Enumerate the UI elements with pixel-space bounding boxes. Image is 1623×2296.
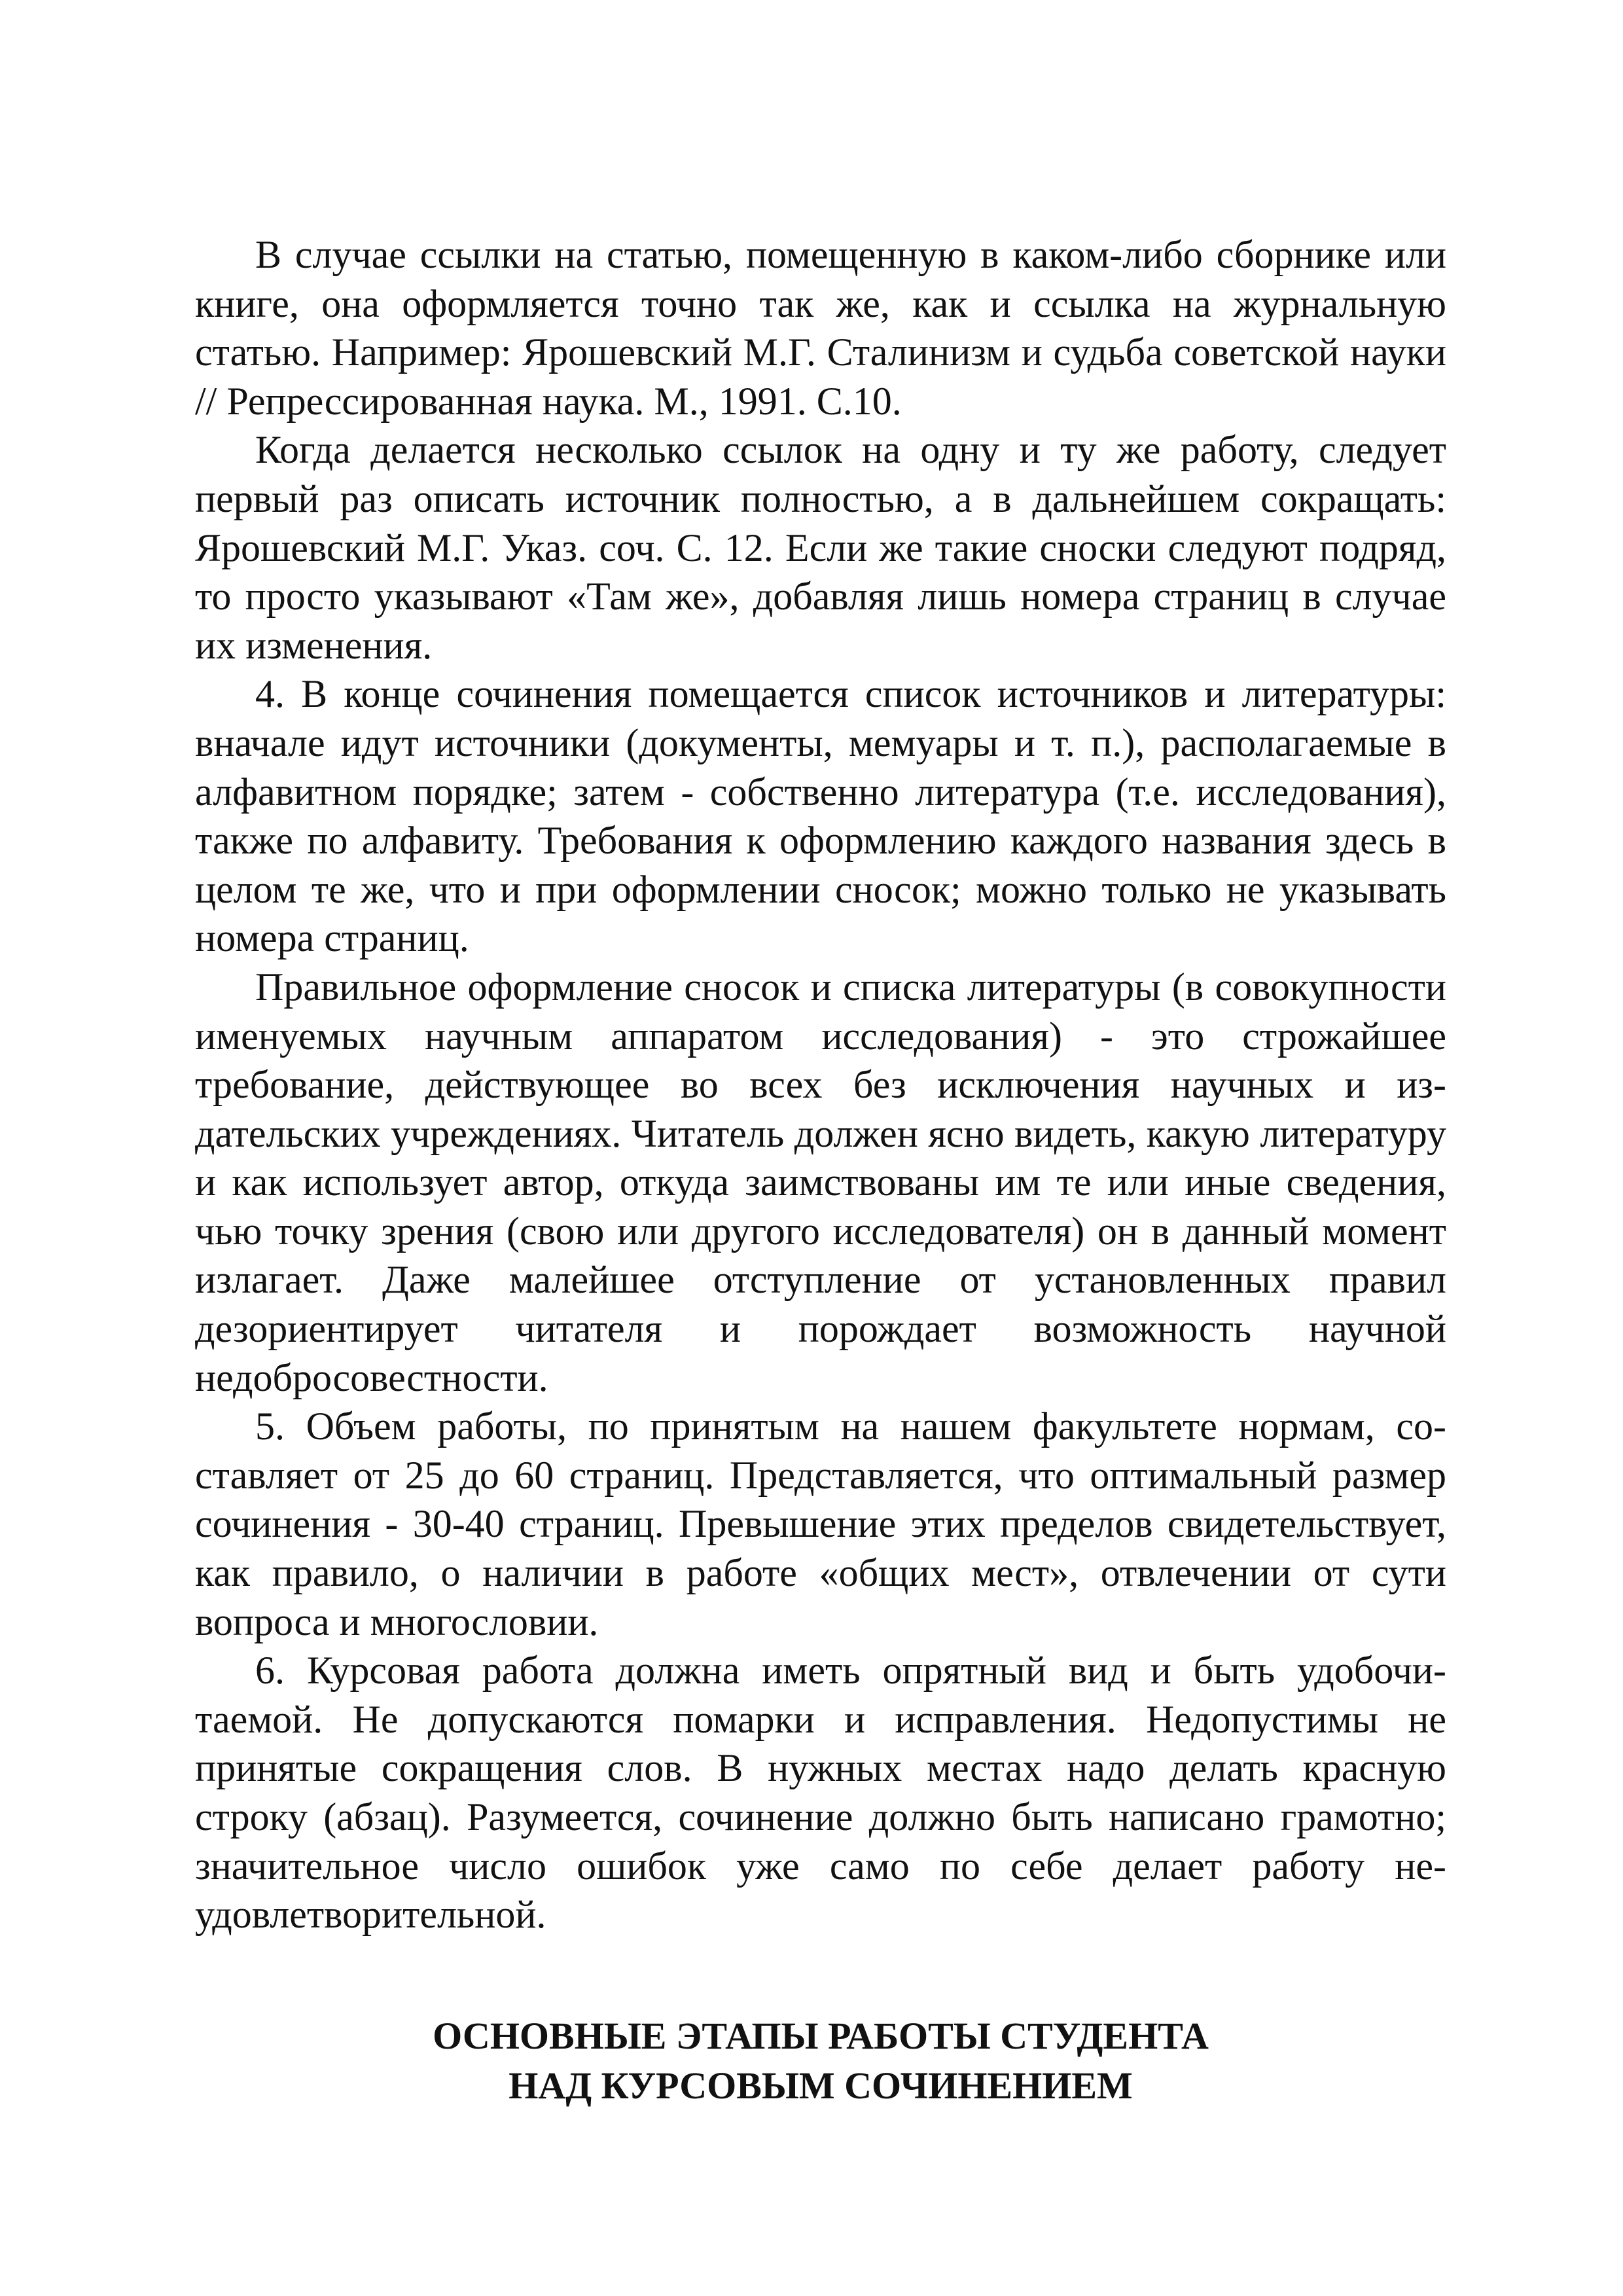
paragraph-work-volume: 5. Объем работы, по принятым на нашем факультете нормам, составляет от 25 до 60 страниц. Представляется, что оптимальный размер сочинения - 30-40 страниц. Превышение этих пределов свидетельствует, как правило, о наличии в работе «общих мест», отвлечении от сути вопроса и многословии. bbox=[195, 1405, 1446, 1643]
section-heading-line-1: ОСНОВНЫЕ ЭТАПЫ РАБОТЫ СТУДЕНТА bbox=[433, 2014, 1209, 2057]
paragraph-repeated-references: Когда делается несколько ссылок на одну и ту же работу, следует первый раз описать источник полностью, а в дальнейшем сокращать: Ярошевский М.Г. Указ. соч. С. 12. Если же такие сноски следуют подряд, то просто указывают «Там же», добавляя лишь номера страниц в случае их изменения. bbox=[195, 428, 1446, 667]
document-page bbox=[195, 230, 1446, 2111]
paragraph-neat-appearance: 6. Курсовая работа должна иметь опрятный вид и быть удобочитаемой. Не допускаются помарки и исправления. Недопустимы не принятые сокращения слов. В нужных местах надо делать красную строку (абзац). Разумеется, сочинение должно быть написано грамотно; значительное число ошибок уже само по себе делает работу неудовлетворительной. bbox=[195, 1649, 1446, 1937]
paragraph-bibliography-list: 4. В конце сочинения помещается список источников и литературы: вначале идут источники (документы, мемуары и т. п.), располагаемые в алфавитном порядке; затем - собственно литература (т.е. исследования), также по алфавиту. Требования к оформлению каждого названия здесь в целом те же, что и при оформлении сносок; можно только не указывать номера страниц. bbox=[195, 672, 1446, 960]
paragraph-article-citation: В случае ссылки на статью, помещенную в каком-либо сборнике или книге, она оформляется точно так же, как и ссылка на журнальную статью. Например: Ярошевский М.Г. Сталинизм и судьба советской науки // Репрессированная наука. М., 1991. С.10. bbox=[195, 233, 1446, 423]
paragraph-scientific-apparatus: Правильное оформление сносок и списка литературы (в совокупности именуемых научным аппаратом исследования) - это строжайшее требование, действующее во всех без исключения научных и издательских учреждениях. Читатель должен ясно видеть, какую литературу и как использует автор, откуда заимствованы им те или иные сведения, чью точку зрения (свою или другого исследователя) он в данный момент излагает. Даже малейшее отступление от установленных правил дезориентирует читателя и порождает возможность научной недобросовестности. bbox=[195, 965, 1446, 1399]
section-heading bbox=[195, 2011, 1446, 2111]
section-heading-line-2: НАД КУРСОВЫМ СОЧИНЕНИЕМ bbox=[508, 2064, 1133, 2107]
